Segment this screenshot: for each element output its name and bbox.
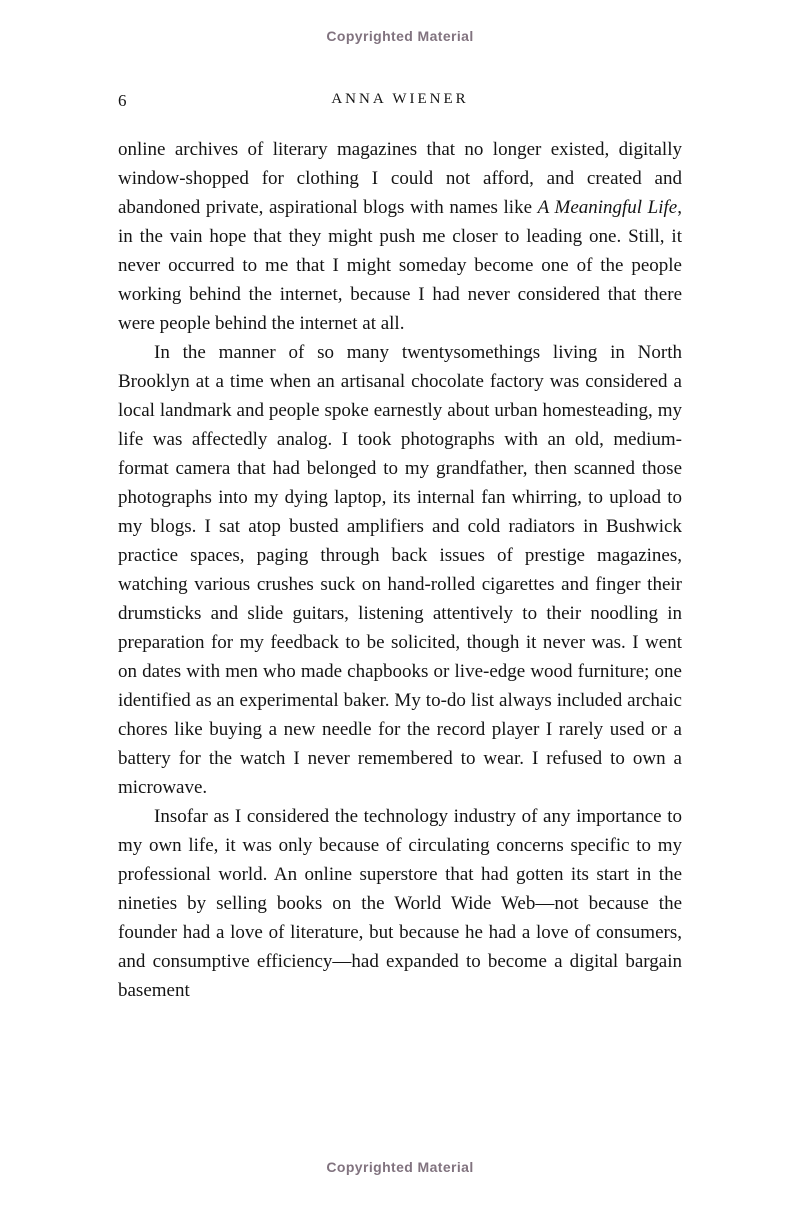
paragraph: Insofar as I considered the technology industry of any importance to my own life, it was only because of circulating concerns specific to my professional world. An online superstore that had gotten its start in the nineties by selling books on the World Wide Web—not because the founder had a love of literature, but because he had a love of consumers, and consumptive efficiency—had expanded to become a digital bargain basement [118,806,682,1001]
paragraph [118,135,682,338]
page-number: 6 [118,91,127,110]
paragraph-text: , in the vain hope that they might push me closer to leading one. Still, it never occurred to me that I might someday become one of the people working behind the internet, because I had never considered that there were people behind the internet at all. [118,197,682,334]
copyright-notice-bottom: Copyrighted Material [326,1159,474,1175]
body-text [118,135,682,1005]
paragraph: In the manner of so many twentysomethings living in North Brooklyn at a time when an artisanal chocolate factory was considered a local landmark and people spoke earnestly about urban homesteading, my life was affectedly analog. I took photographs with an old, medium-format camera that had belonged to my grandfather, then scanned those photographs into my dying laptop, its internal fan whirring, to upload to my blogs. I sat atop busted amplifiers and cold radiators in Bushwick practice spaces, paging through back issues of prestige magazines, watching various crushes suck on hand-rolled cigarettes and finger their drumsticks and slide guitars, listening attentively to their noodling in preparation for my feedback to be solicited, though it never was. I went on dates with men who made chapbooks or live-edge wood furniture; one identified as an experimental baker. My to-do list always included archaic chores like buying a new needle for the record player I rarely used or a battery for the watch I never remembered to wear. I refused to own a microwave. [118,342,682,798]
page-header [118,91,682,111]
paragraph-text: online archives of literary magazines that no longer existed, digitally window-shopped for clothing I could not afford, and created and abandoned private, aspirational blogs with names like [118,139,682,218]
running-title: ANNA WIENER [331,91,469,107]
italicized-blog-title: A Meaningful Life [537,197,678,218]
copyright-notice-top: Copyrighted Material [326,28,474,44]
